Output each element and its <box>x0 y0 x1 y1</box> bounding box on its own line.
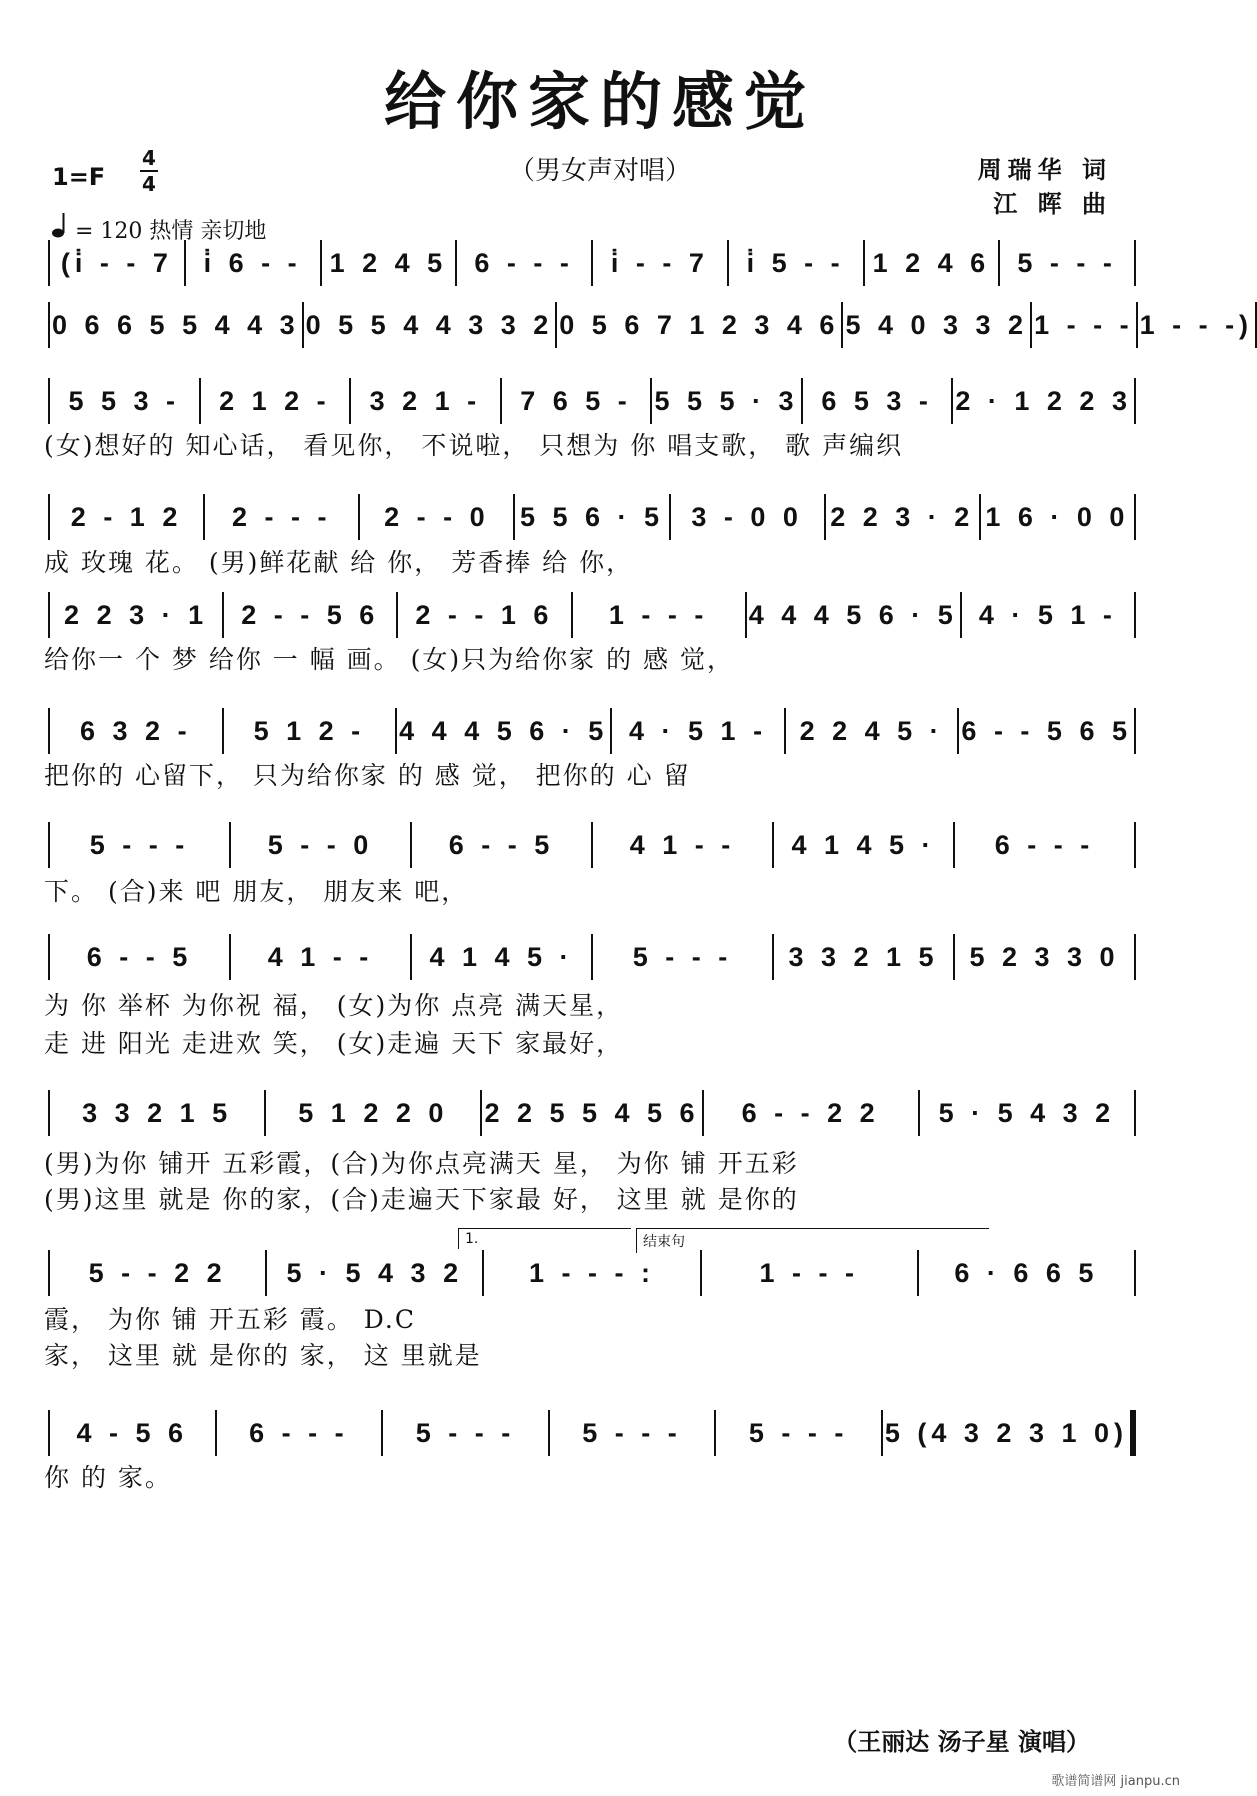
performers-credit: （王丽达 汤子星 演唱） <box>833 1727 1090 1756</box>
measure: 0 5 6 7 1 2 3 4 6 <box>557 302 843 348</box>
measure: 5 - - - <box>48 822 231 868</box>
measure: 2 2 4 5 · <box>786 708 960 754</box>
notation-system <box>48 822 1136 868</box>
measure: 2 2 3 · 2 <box>826 494 981 540</box>
measure: 1 - - - <box>573 592 747 638</box>
measure: 2 - - - <box>205 494 360 540</box>
notation-system <box>48 1410 1136 1456</box>
site-watermark: 歌谱简谱网 jianpu.cn <box>1051 1774 1180 1789</box>
measure: 0 6 6 5 5 4 4 3 <box>48 302 304 348</box>
notation-system <box>48 708 1136 754</box>
lyric-line: 你 的 家。 <box>44 1463 172 1492</box>
song-subtitle: （男女声对唱） <box>508 156 691 186</box>
measure: 5 - - 2 2 <box>48 1250 267 1296</box>
key-signature: 1=F <box>52 163 106 191</box>
measure: 2 · 1 2 2 3 <box>953 378 1136 424</box>
measure: 1 6 · 0 0 <box>981 494 1136 540</box>
measure: 4 1 - - <box>231 934 412 980</box>
measure: 7 6 5 - <box>502 378 653 424</box>
lyric-line: 为 你 举杯 为你祝 福， (女)为你 点亮 满天星， <box>44 991 624 1020</box>
measure: 6 · 6 6 5 <box>919 1250 1136 1296</box>
measure: 5 · 5 4 3 2 <box>920 1090 1136 1136</box>
measure: 2 2 5 5 4 5 6 <box>482 1090 703 1136</box>
lyric-line: 给你一 个 梦 给你 一 幅 画。 (女)只为给你家 的 感 觉， <box>44 645 734 674</box>
measure: 3 3 2 1 5 <box>774 934 955 980</box>
measure: 5 1 2 2 0 <box>266 1090 482 1136</box>
notation-system <box>48 592 1136 638</box>
measure: 6 - - 5 <box>48 934 231 980</box>
measure: 3 2 1 - <box>351 378 502 424</box>
ending-phrase-bracket: 结束句 <box>636 1228 989 1253</box>
notation-system <box>48 302 1254 348</box>
measure: 1 2 4 6 <box>865 240 1001 286</box>
lyric-line: 成 玫瑰 花。 (男)鲜花献 给 你， 芳香捧 给 你， <box>44 548 634 577</box>
notation-system <box>48 1250 1136 1296</box>
song-title: 给你家的感觉 <box>383 65 816 138</box>
lyric-line: 走 进 阳光 走进欢 笑， (女)走遍 天下 家最好， <box>44 1029 624 1058</box>
measure: 5 5 6 · 5 <box>515 494 670 540</box>
measure: 2 - - 5 6 <box>224 592 398 638</box>
tempo-text: = 120 热情 亲切地 <box>75 219 267 244</box>
measure: 5 - - - <box>550 1410 717 1456</box>
measure: 6 - - - <box>955 822 1136 868</box>
measure: 1 - - - : <box>484 1250 701 1296</box>
measure: 1 - - -) <box>1138 302 1257 348</box>
measure: i̇ 6 - - <box>186 240 322 286</box>
measure: 2 - - 0 <box>360 494 515 540</box>
measure: 5 5 5 · 3 <box>652 378 803 424</box>
measure: 2 - - 1 6 <box>398 592 572 638</box>
measure: 5 2 3 3 0 <box>955 934 1136 980</box>
time-signature-top: 4 <box>142 146 156 170</box>
measure: 6 3 2 - <box>48 708 224 754</box>
notation-system <box>48 240 1136 286</box>
notation-system <box>48 1090 1136 1136</box>
measure: (i̇ - - 7 <box>48 240 186 286</box>
measure: 2 1 2 - <box>201 378 352 424</box>
measure: 6 - - 5 6 5 <box>959 708 1136 754</box>
volta-first-ending: 1. <box>458 1228 631 1249</box>
measure: 5 - - - <box>593 934 774 980</box>
measure: 1 - - - <box>702 1250 919 1296</box>
lyric-line: 下。 (合)来 吧 朋友， 朋友来 吧， <box>44 877 469 906</box>
measure: 5 4 0 3 3 2 <box>843 302 1032 348</box>
measure: 6 - - 5 <box>412 822 593 868</box>
measure: 4 1 4 5 · <box>774 822 955 868</box>
measure: 6 - - - <box>457 240 593 286</box>
measure: 5 - - 0 <box>231 822 412 868</box>
measure: 4 · 5 1 - <box>612 708 786 754</box>
lyric-line: 霞， 为你 铺 开五彩 霞。 D.C <box>44 1305 416 1334</box>
measure: 3 - 0 0 <box>671 494 826 540</box>
measure: 6 - - - <box>217 1410 384 1456</box>
measure: 6 - - 2 2 <box>704 1090 920 1136</box>
composer-credit: 江 晖 曲 <box>993 190 1112 218</box>
measure: 5 1 2 - <box>224 708 398 754</box>
time-signature-bottom: 4 <box>142 172 156 196</box>
measure: 5 · 5 4 3 2 <box>267 1250 484 1296</box>
lyric-line: 家， 这里 就 是你的 家， 这 里就是 <box>44 1341 482 1370</box>
measure: 1 2 4 5 <box>322 240 458 286</box>
lyric-line: (男)为你 铺开 五彩霞，(合)为你点亮满天 星， 为你 铺 开五彩 <box>44 1149 799 1178</box>
lyric-line: (女)想好的 知心话， 看见你， 不说啦， 只想为 你 唱支歌， 歌 声编织 <box>44 431 904 460</box>
measure: 4 4 4 5 6 · 5 <box>747 592 962 638</box>
lyricist-credit: 周瑞华 词 <box>977 156 1112 184</box>
notation-system <box>48 378 1136 424</box>
measure: i̇ - - 7 <box>593 240 729 286</box>
measure: 0 5 5 4 4 3 3 2 <box>304 302 558 348</box>
measure: 2 - 1 2 <box>48 494 205 540</box>
measure: 4 1 4 5 · <box>412 934 593 980</box>
measure: 5 (4 3 2 3 1 0) <box>883 1410 1136 1456</box>
measure: i̇ 5 - - <box>729 240 865 286</box>
measure: 5 - - - <box>716 1410 883 1456</box>
measure: 5 5 3 - <box>48 378 201 424</box>
time-signature <box>140 146 158 196</box>
measure: 4 1 - - <box>593 822 774 868</box>
measure: 4 · 5 1 - <box>962 592 1136 638</box>
measure: 5 - - - <box>383 1410 550 1456</box>
measure: 1 - - - <box>1032 302 1138 348</box>
measure: 6 5 3 - <box>803 378 954 424</box>
measure: 2 2 3 · 1 <box>48 592 224 638</box>
lyric-line: 把你的 心留下， 只为给你家 的 感 觉， 把你的 心 留 <box>44 761 691 790</box>
measure: 4 4 4 5 6 · 5 <box>397 708 612 754</box>
notation-system <box>48 494 1136 540</box>
measure: 4 - 5 6 <box>48 1410 217 1456</box>
lyric-line: (男)这里 就是 你的家，(合)走遍天下家最 好， 这里 就 是你的 <box>44 1185 799 1214</box>
measure: 3 3 2 1 5 <box>48 1090 266 1136</box>
measure: 5 - - - <box>1000 240 1136 286</box>
notation-system <box>48 934 1136 980</box>
quarter-note-icon <box>52 212 68 238</box>
